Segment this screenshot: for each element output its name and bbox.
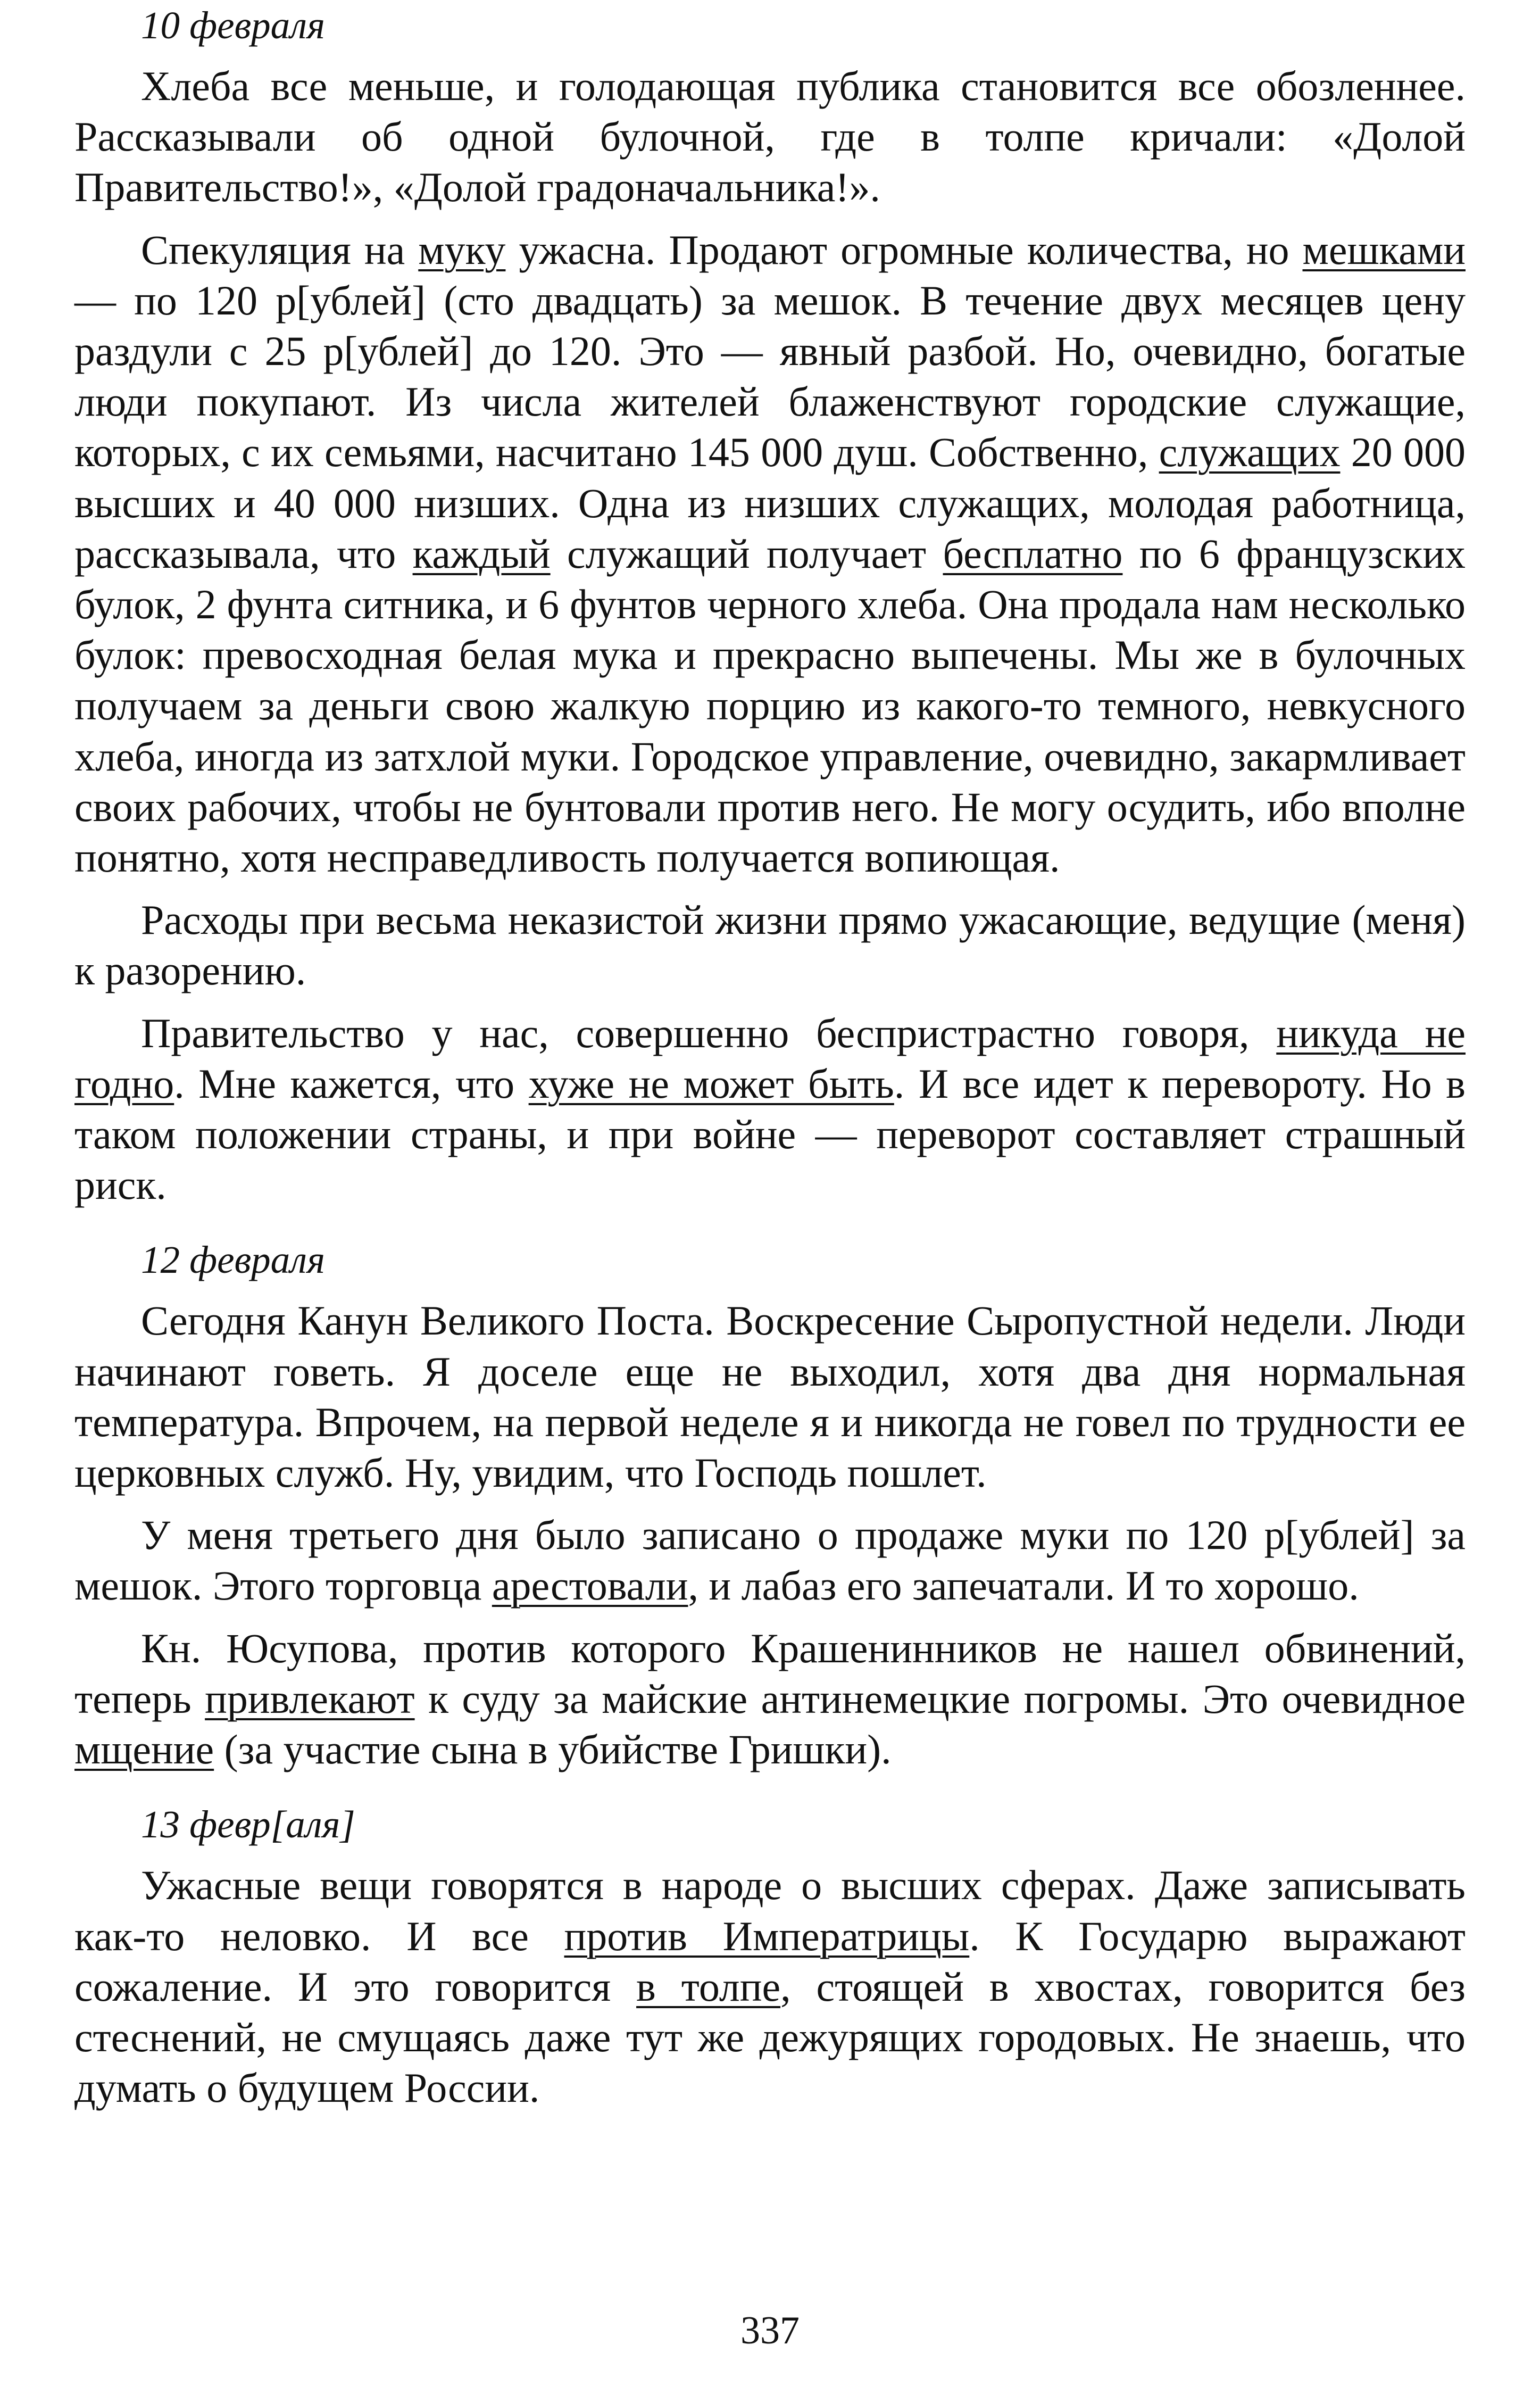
diary-entries — [74, 0, 1466, 2113]
text-run: Спекуляция на — [141, 226, 419, 273]
text-run: У меня третьего дня было записано о продаже муки по 120 р[ублей] за мешок. Этого торговца — [74, 1512, 1466, 1609]
text-run: ужасна. Продают огромные количества, но — [505, 226, 1303, 273]
text-run: служащий получает — [550, 530, 943, 577]
text-run: Правительство у нас, совершенно беспристрастно говоря, — [141, 1009, 1277, 1056]
underlined-text: каждый — [412, 530, 551, 577]
entry-paragraph — [74, 1008, 1466, 1211]
text-run: по 6 французских булок, 2 фунта ситника, и 6 фунтов черного хлеба. Она продала нам несколько булок: превосходная белая мука и прекрасно выпечены. Мы же в булочных получаем за деньги свою жалкую порцию из какого-то темного, невкусного хлеба, иногда из затхлой муки. Городское управление, очевидно, закармливает своих рабочих, чтобы не бунтовали против него. Не могу осудить, ибо вполне понятно, хотя несправедливость получается вопиющая. — [74, 530, 1466, 881]
underlined-text: мешками — [1302, 226, 1466, 273]
text-run: Расходы при весьма неказистой жизни прямо ужасающие, ведущие (меня) к разорению. — [74, 897, 1466, 994]
entry-date-heading: 12 февраля — [141, 1238, 325, 1282]
text-run: 20 000 высших и 40 000 низших. Одна из низших служащих, молодая работница, рассказывала, что — [74, 429, 1466, 577]
text-run: , стоящей в хвостах, говорится без стеснений, не смущаясь даже тут же дежурящих городовых. Не знаешь, что думать о будущем России. — [74, 1963, 1466, 2111]
underlined-text: арестовали — [492, 1562, 688, 1609]
entry-paragraph — [74, 894, 1466, 996]
text-run: Ужасные вещи говорятся в народе о высших сферах. Даже записывать как-то неловко. И все — [74, 1862, 1466, 1959]
underlined-text: мщение — [74, 1726, 214, 1773]
entry-paragraph — [74, 225, 1466, 883]
diary-entry — [74, 0, 1466, 1210]
entry-paragraph — [74, 61, 1466, 213]
underlined-text: хуже не может быть — [528, 1060, 894, 1107]
book-page — [74, 0, 1466, 2403]
text-run: . Мне кажется, что — [174, 1060, 529, 1107]
entry-paragraph — [74, 1510, 1466, 1611]
text-run: Хлеба все меньше, и голодающая публика становится все обозленнее. Рассказывали об одной булочной, где в толпе кричали: «Долой Правительство!», «Долой градоначальника!». — [74, 63, 1466, 211]
underlined-text: бесплатно — [943, 530, 1123, 577]
text-run: Кн. Юсупова, против которого Крашенинников не нашел обвинений, теперь — [74, 1625, 1466, 1722]
text-run: — по 120 р[ублей] (сто двадцать) за мешок. В течение двух месяцев цену раздули с 25 р[ублей] до 120. Это — явный разбой. Но, очевидно, богатые люди покупают. Из числа жителей блаженствуют городские служащие, которых, с их семьями, насчитано 145 000 душ. Собственно, — [74, 277, 1466, 476]
text-run: к суду за майские антинемецкие погромы. Это очевидное — [414, 1675, 1466, 1722]
text-run: , и лабаз его запечатали. И то хорошо. — [688, 1562, 1359, 1609]
underlined-text: привлекают — [205, 1675, 415, 1722]
text-run: Сегодня Канун Великого Поста. Воскресение Сыропустной недели. Люди начинают говеть. Я доселе еще не выходил, хотя два дня нормальная температура. Впрочем, на первой неделе я и никогда не говел по трудности ее церковных служб. Ну, увидим, что Господь пошлет. — [74, 1297, 1466, 1496]
diary-entry — [74, 1234, 1466, 1775]
entry-date-heading: 13 февр[аля] — [141, 1803, 355, 1846]
text-run: (за участие сына в убийстве Гришки). — [214, 1726, 892, 1773]
underlined-text: служащих — [1159, 429, 1341, 476]
underlined-text: муку — [418, 226, 506, 273]
underlined-text: никуда не годно — [74, 1009, 1466, 1107]
underlined-text: против Императрицы — [564, 1912, 970, 1959]
text-run: . И все идет к перевороту. Но в таком положении страны, и при войне — переворот составляет страшный риск. — [74, 1060, 1466, 1208]
entry-date-heading: 10 февраля — [141, 4, 325, 47]
diary-entry — [74, 1799, 1466, 2113]
entry-paragraph — [74, 1295, 1466, 1498]
underlined-text: в толпе — [636, 1963, 781, 2010]
page-number: 337 — [740, 2309, 800, 2352]
text-run: . К Государю выражают сожаление. И это говорится — [74, 1912, 1466, 2010]
entry-paragraph — [74, 1860, 1466, 2113]
entry-paragraph — [74, 1623, 1466, 1775]
